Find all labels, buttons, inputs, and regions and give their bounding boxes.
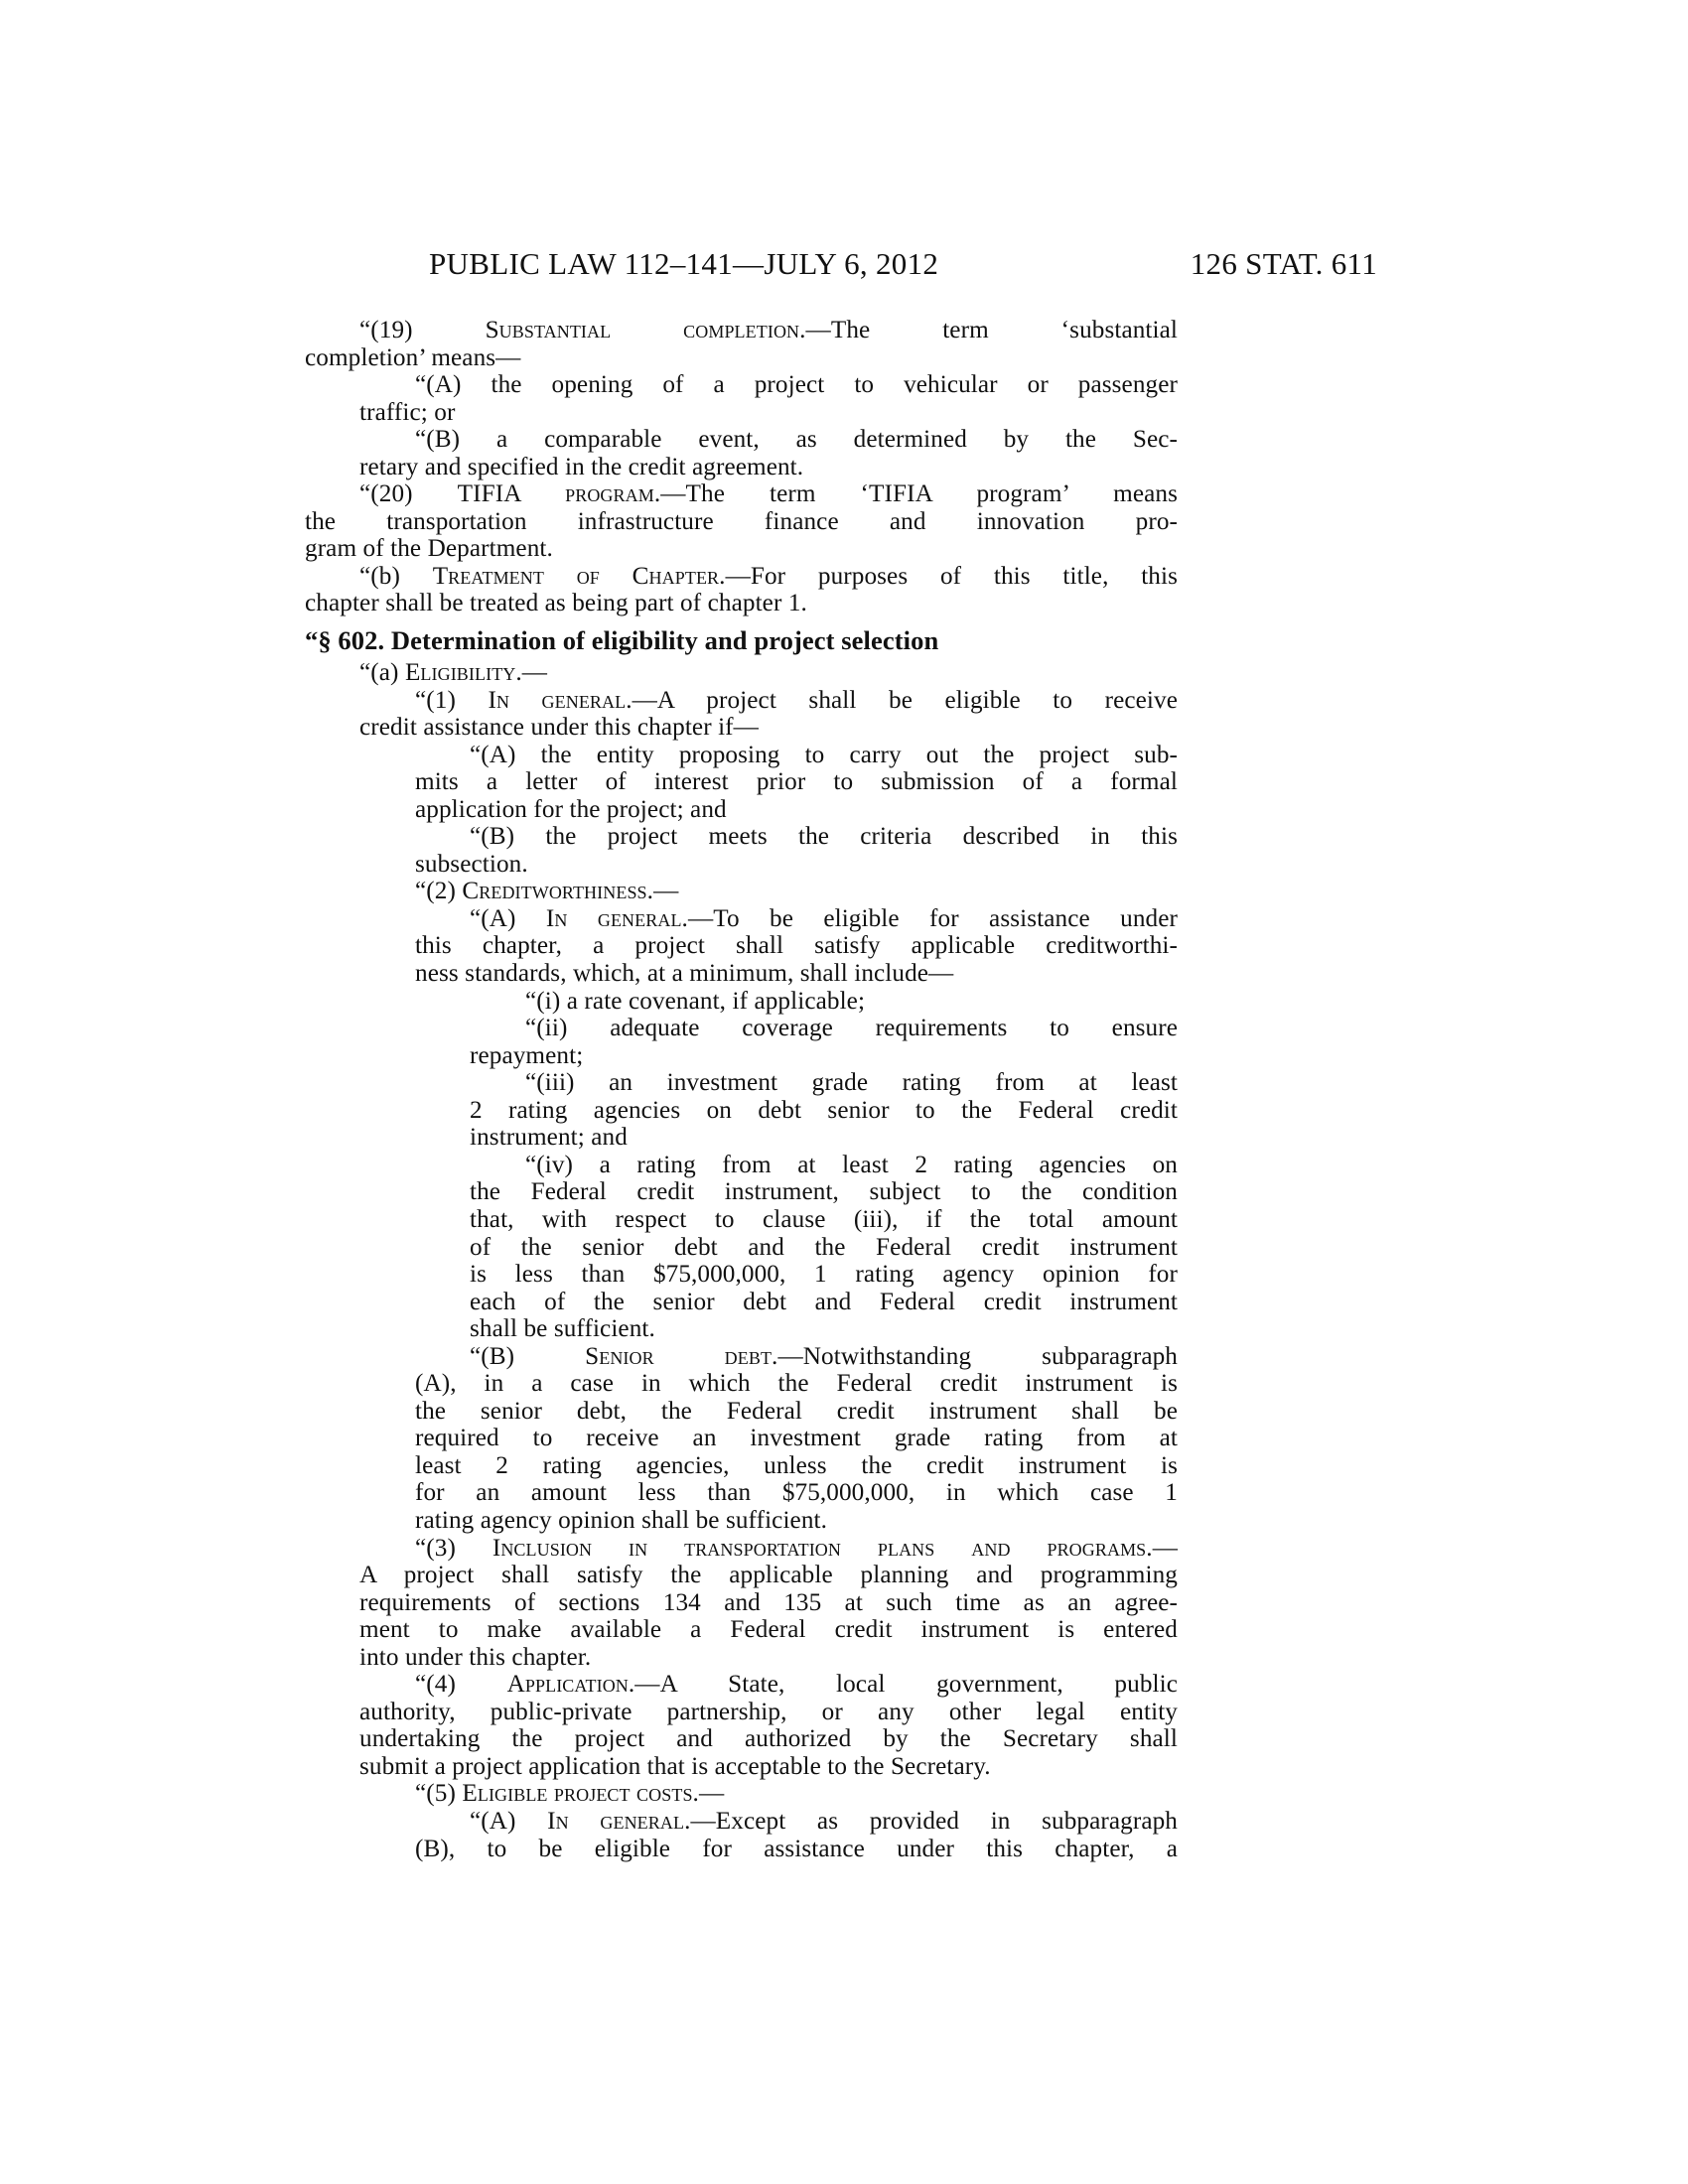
para-19b-line-2: retary and specified in the credit agreement.	[359, 453, 804, 480]
para-19-line-2: completion’ means—	[305, 343, 521, 371]
para-5-line-1: “(5) Eligible project costs.—	[415, 1780, 725, 1808]
para-20-line-2: the transportation infrastructure finance and innovation pro-	[305, 507, 1178, 535]
para-2b-line-5: least 2 rating agencies, unless the credit instrument is	[415, 1451, 1178, 1479]
para-1-line-2: credit assistance under this chapter if—	[359, 714, 759, 742]
clause-i-line-1: “(i) a rate covenant, if applicable;	[525, 987, 866, 1015]
para-1b-line-2: subsection.	[415, 850, 528, 878]
para-20-line-1: “(20) TIFIA program.—The term ‘TIFIA program’ means	[359, 480, 1178, 508]
clause-ii-line-1: “(ii) adequate coverage requirements to ensure	[525, 1015, 1178, 1042]
para-5a-line-2: (B), to be eligible for assistance under this chapter, a	[415, 1835, 1178, 1862]
clause-iv-line-5: is less than $75,000,000, 1 rating agency opinion for	[470, 1261, 1178, 1289]
para-2b-line-2: (A), in a case in which the Federal credit instrument is	[415, 1370, 1178, 1398]
statute-text	[0, 317, 1688, 1862]
para-5a-line-1: “(A) In general.—Except as provided in subparagraph	[470, 1807, 1178, 1835]
para-19a-line-1: “(A) the opening of a project to vehicular or passenger	[415, 371, 1178, 399]
para-2b-line-4: required to receive an investment grade rating from at	[415, 1425, 1178, 1452]
para-2b-line-7: rating agency opinion shall be sufficient.	[415, 1506, 828, 1534]
para-1a-line-3: application for the project; and	[415, 795, 727, 823]
para-3-line-4: ment to make available a Federal credit instrument is entered	[359, 1616, 1178, 1644]
para-3-line-5: into under this chapter.	[359, 1643, 592, 1671]
para-2a-line-1: “(A) In general.—To be eligible for assistance under	[470, 904, 1178, 932]
para-2a-line-3: ness standards, which, at a minimum, shall include—	[415, 960, 954, 988]
subsec-b-line-2: chapter shall be treated as being part of chapter 1.	[305, 590, 807, 617]
para-2b-line-1: “(B) Senior debt.—Notwithstanding subparagraph	[470, 1342, 1178, 1370]
para-4-line-1: “(4) Application.—A State, local government, public	[415, 1671, 1178, 1699]
para-19b-line-1: “(B) a comparable event, as determined by the Sec-	[415, 426, 1178, 454]
para-3-line-2: A project shall satisfy the applicable planning and programming	[359, 1562, 1178, 1589]
para-1a-line-2: mits a letter of interest prior to submission of a formal	[415, 768, 1178, 796]
clause-iv-line-2: the Federal credit instrument, subject to the condition	[470, 1178, 1178, 1206]
para-19-line-1: “(19) Substantial completion.—The term ‘substantial	[359, 317, 1179, 343]
para-2b-line-6: for an amount less than $75,000,000, in which case 1	[415, 1479, 1178, 1507]
para-4-line-2: authority, public-private partnership, or any other legal entity	[359, 1698, 1178, 1725]
para-4-line-4: submit a project application that is acceptable to the Secretary.	[359, 1752, 991, 1780]
header-stat-page: 126 STAT. 611	[1190, 246, 1377, 281]
para-4-line-3: undertaking the project and authorized by the Secretary shall	[359, 1725, 1178, 1753]
clause-iv-line-7: shall be sufficient.	[470, 1315, 655, 1343]
para-1-line-1: “(1) In general.—A project shall be eligible to receive	[415, 686, 1178, 714]
section-602-heading: “§ 602. Determination of eligibility and project selection	[305, 625, 939, 656]
para-2-line-1: “(2) Creditworthiness.—	[415, 878, 679, 905]
para-3-line-1: “(3) Inclusion in transportation plans and programs.—	[415, 1534, 1178, 1562]
subsec-b-line-1: “(b) Treatment of Chapter.—For purposes of this title, this	[359, 562, 1178, 590]
clause-iii-line-3: instrument; and	[470, 1124, 628, 1152]
para-19a-line-2: traffic; or	[359, 398, 456, 426]
clause-iv-line-6: each of the senior debt and Federal credit instrument	[470, 1288, 1178, 1315]
clause-iv-line-4: of the senior debt and the Federal credit instrument	[470, 1233, 1178, 1261]
subsec-a-line-1: “(a) Eligibility.—	[359, 659, 548, 687]
clause-iv-line-3: that, with respect to clause (iii), if the total amount	[470, 1205, 1178, 1233]
clause-ii-line-2: repayment;	[470, 1041, 584, 1069]
clause-iv-line-1: “(iv) a rating from at least 2 rating agencies on	[525, 1151, 1178, 1178]
para-2b-line-3: the senior debt, the Federal credit instrument shall be	[415, 1397, 1178, 1425]
clause-iii-line-1: “(iii) an investment grade rating from at least	[525, 1069, 1178, 1097]
para-2a-line-2: this chapter, a project shall satisfy applicable creditworthi-	[415, 932, 1178, 960]
header-law-title: PUBLIC LAW 112–141—JULY 6, 2012	[429, 246, 939, 281]
para-3-line-3: requirements of sections 134 and 135 at such time as an agree-	[359, 1588, 1178, 1616]
clause-iii-line-2: 2 rating agencies on debt senior to the Federal credit	[470, 1096, 1178, 1124]
para-1b-line-1: “(B) the project meets the criteria described in this	[470, 823, 1178, 851]
running-header	[429, 246, 1377, 290]
para-20-line-3: gram of the Department.	[305, 535, 553, 563]
para-1a-line-1: “(A) the entity proposing to carry out the project sub-	[470, 741, 1178, 768]
